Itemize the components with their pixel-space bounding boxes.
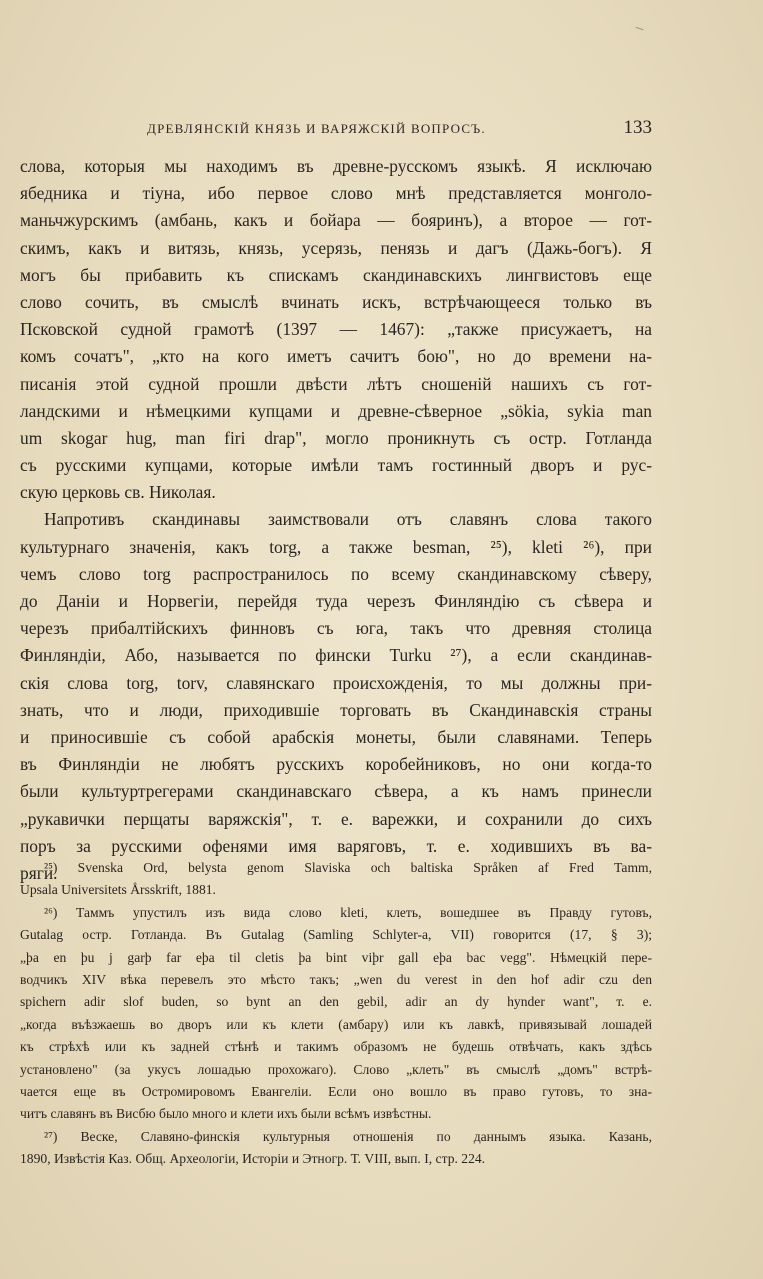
text-line: Напротивъ скандинавы заимствовали отъ славянъ слова такого [44,509,652,530]
text-line: слова, которыя мы находимъ въ древне-русскомъ языкѣ. Я исключаю [20,156,652,176]
text-line: могъ бы прибавить къ спискамъ скандинавскихъ лингвистовъ еще [20,264,652,285]
text-line: ябедника и тіуна, ибо первое слово мнѣ представляется монголо- [20,183,652,204]
footnote-line: 1890, Извѣстія Каз. Общ. Археологіи, Исторіи и Этногр. Т. VIII, вып. I, стр. 224. [20,1151,486,1167]
footnote-line: Gutalag остр. Готланда. Въ Gutalag (Samling Schlyter-a, VII) говорится (17, § 3); [20,927,652,943]
main-text [20,153,652,887]
text-line: „рукавички перщаты варяжскія", т. е. варежки, и сохранили до сихъ [20,808,652,829]
text-line: до Даніи и Норвегіи, перейдя туда черезъ Финляндію съ сѣвера и [20,591,652,611]
text-line: um skogar hug, man firi drap", могло проникнуть съ остр. Готланда [20,427,652,448]
text-line: скую церковь св. Николая. [20,482,216,503]
text-line: скимъ, какъ и витязь, князь, усерязь, пенязь и дагъ (Дажь-богъ). Я [20,237,652,258]
text-line: маньчжурскимъ (амбань, какъ и бойара — бояринъ), а второе — гот- [20,210,652,231]
footnote-line: ²⁶) Таммъ упустилъ изъ вида слово kleti, клеть, вошедшее въ Правду гутовъ, [44,904,652,920]
text-line: въ Финляндіи не любятъ русскихъ коробейниковъ, но они когда-то [20,754,652,775]
text-line: культурнаго значенія, какъ torg, а также besman, ²⁵), kleti ²⁶), при [20,536,652,557]
footnote-line: къ стрѣхѣ или къ задней стѣнѣ и такимъ образомъ не будешь отвѣчать, какъ здѣсь [20,1039,652,1055]
text-line: знать, что и люди, приходившіе торговать въ Скандинавскія страны [20,699,652,720]
text-line: слово сочить, въ смыслѣ вчинать искъ, встрѣчающееся только въ [20,291,652,312]
footnote-line: „когда въѣзжаешь во дворъ или къ клети (амбару) или къ лавкѣ, привязывай лошадей [20,1016,652,1032]
text-line: были культуртрегерами скандинавскаго сѣвера, а къ намъ принесли [20,781,652,802]
text-line: ряги. [20,862,58,883]
text-line: съ русскими купцами, которые имѣли тамъ гостинный дворъ и рус- [20,455,652,476]
footnote-line: spichern adir slof buden, so bynt an den gebil, adir an dy hynder want", т. е. [20,994,652,1010]
text-line: Псковской судной грамотѣ (1397 — 1467): „также присужаетъ, на [20,319,652,340]
text-line: Финляндіи, Або, называется по фински Turku ²⁷), а если скандинав- [20,645,652,666]
text-line: скія слова torg, torv, славянскаго происхожденія, то мы должны при- [20,672,652,693]
footnote-line: читъ славянъ въ Висбю было много и клети ихъ были всѣмъ извѣстны. [20,1106,432,1122]
footnote-line: чается еще въ Остромировомъ Евангеліи. Если оно вошло въ право гутовъ, то зна- [20,1083,652,1099]
footnote-line: установлено" (за укусъ лошадью прохожаго). Слово „клеть" въ смыслѣ „домъ" встрѣ- [20,1061,652,1077]
text-line: ландскими и нѣмецкими купцами и древне-сѣверное „sökia, sykia man [20,400,652,421]
page-header [147,117,652,141]
footnote-line: ²⁷) Веске, Славяно-финскія культурныя отношенія по даннымъ языка. Казань, [44,1128,652,1144]
page-number: 133 [623,117,652,138]
text-line: поръ за русскими офенями имя варяговъ, т. е. ходившихъ въ ва- [20,835,652,856]
text-line: черезъ прибалтійскихъ финновъ съ юга, такъ что древняя столица [20,618,652,639]
footnote-line: Upsala Universitets Årsskrift, 1881. [20,882,216,898]
footnotes [20,857,652,1170]
text-line: писанія этой судной прошли двѣсти лѣтъ сношеній нашихъ съ гот- [20,373,652,394]
footnote-line: „þa en þu j garþ far eþa til cletis þa bint viþr gall eþa bac vegg". Нѣмецкій пере- [20,949,652,965]
footnote-line: водчикъ XIV вѣка перевелъ это мѣсто такъ; „wen du verest in den hof adir czu den [20,971,652,987]
text-line: комъ сочатъ", „кто на кого иметъ сачитъ бою", но до времени на- [20,346,652,367]
running-head: ДРЕВЛЯНСКІЙ КНЯЗЬ И ВАРЯЖСКІЙ ВОПРОСЪ. [147,121,486,136]
footnote-line: ²⁵) Svenska Ord, belysta genom Slaviska och baltiska Språken af Fred Tamm, [44,860,652,875]
text-line: чемъ слово torg распространилось по всему скандинавскому сѣверу, [20,563,652,584]
page-mark [634,27,643,34]
text-line: и приносившіе съ собой арабскія монеты, были славянами. Теперь [20,726,652,747]
